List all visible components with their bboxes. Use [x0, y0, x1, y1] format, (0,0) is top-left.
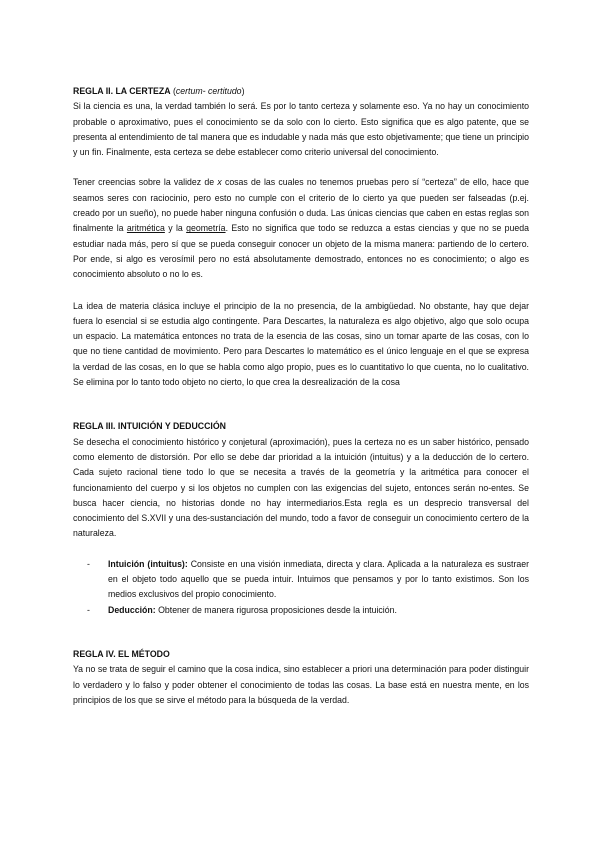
regla-2-p2-conj: y la — [164, 223, 187, 234]
regla-2-paren-open: ( — [170, 86, 176, 96]
regla-2-p2-end: . Esto no significa que todo se reduzca a estas ciencias y que no se pueda estudiar nada más, pero sí que se pueda conseguir conocer un objeto de la misma manera: partiendo de lo certero. Por ende, si algo es verosímil pero no está absolutamente demostrado, entonces no es conocimiento; o algo es conocimiento absoluto o no lo es. — [73, 223, 530, 280]
bullet-term: Deducción: — [108, 604, 156, 615]
bullet-dash: - — [87, 558, 90, 569]
regla-2-title-latin: certum- certitudo — [175, 86, 242, 96]
regla-2-paragraph-2 — [73, 175, 529, 282]
regla-2-paragraph-1: Si la ciencia es una, la verdad también lo será. Es por lo tanto certeza y solamente eso. Ya no hay un conocimiento probable o aproximativo, pues el conocimiento se da solo con lo cierto. Esto significa que es algo patente, que se presenta al entendimiento de tal manera que es indudable y nada más que esto objetivamente; que tiene un principio y un fin. Finalmente, esta certeza se debe establecer como criterio universal del conocimiento. — [73, 101, 529, 158]
bullet-text: Obtener de manera rigurosa proposiciones desde la intuición. — [155, 604, 397, 615]
geometria-link[interactable]: geometría — [186, 223, 226, 234]
spacer — [73, 618, 529, 647]
regla-4-paragraph-1: Ya no se trata de seguir el camino que la cosa indica, sino establecer a priori una determinación para poder distinguir lo verdadero y lo falso y poder obtener el conocimiento de todas las cosas. La base está en nuestra mente, en los principios de los que se sirve el método para la búsqueda de la verdad. — [73, 664, 529, 705]
aritmetica-link[interactable]: aritmética — [126, 223, 165, 234]
regla-2-p2-middle: cosas de las cuales no tenemos pruebas pero sí “certeza” de ello, hace que seamos seres con raciocinio, pero esto no cumple con el criterio de lo cierto ya que pueden ser falseadas (p.ej. creado por un sueño), no puede haber ninguna confusión o duda. Las únicas ciencias que caben en estas reglas son finalmente la — [73, 177, 530, 234]
regla-3-heading: REGLA III. INTUICIÓN Y DEDUCCIÓN — [73, 421, 226, 432]
regla-4-heading: REGLA IV. EL MÉTODO — [73, 648, 170, 659]
regla-3-bullet-list — [73, 557, 529, 618]
spacer — [73, 390, 529, 419]
spacer — [73, 283, 529, 299]
regla-2-p2-start: Tener creencias sobre la validez de — [73, 177, 218, 188]
regla-2-p2-variable: x — [217, 177, 222, 188]
regla-2-title: REGLA II. LA CERTEZA — [73, 86, 171, 96]
bullet-dash: - — [87, 604, 90, 615]
regla-2-paragraph-3: La idea de materia clásica incluye el principio de la no presencia, de la ambigüedad. No obstante, hay que dejar fuera lo esencial si se estudia algo contingente. Para Descartes, la naturaleza es algo objetivo, algo que solo ocupa un espacio. La matemática entonces no trata de la esencia de las cosas, sino un tomar aparte de las cosas, con lo que no tiene cantidad de movimiento. Pero para Descartes lo matemático es el único lenguaje en el que se expresa la verdad de las cosas, en lo que se habla como algo propio, pues es lo cuantitativo lo que cuenta, no lo cualitativo. Se elimina por lo tanto todo objeto no cierto, lo que crea la desrealización de la cosa — [73, 300, 529, 388]
bullet-text: Consiste en una visión inmediata, directa y clara. Aplicada a la naturaleza es sustraer en el objeto todo aquello que se pueda intuir. Intuimos que pensamos y por lo tanto existimos. Son los medios exclusivos del propio conocimiento. — [108, 558, 530, 600]
spacer — [73, 160, 529, 175]
bullet-term: Intuición (intuitus): — [108, 558, 188, 569]
document-page — [73, 84, 529, 708]
regla-2-heading — [73, 84, 529, 99]
spacer — [73, 542, 529, 557]
regla-3-paragraph-1: Se desecha el conocimiento histórico y conjetural (aproximación), pues la certeza no es un saber histórico, pensado como elemento de distorsión. Por ello se debe dar prioridad a la intuición (intuitus) y a la deducción de lo certero. Cada sujeto racional tiene todo lo que se necesita a través de la geometría y la aritmética para conocer el funcionamiento del cuerpo y si los objetos no cumplen con las exigencias del sujeto, entonces serán no-entes. Se busca hacer ciencia, no historias donde no hay intermediarios.Esta regla es un desprecio transversal del conocimiento del S.XVII y una des-sustanciación del mundo, todo a favor de conseguir un conocimiento certero de la naturaleza. — [73, 436, 529, 539]
regla-2-paren-close: ) — [241, 86, 245, 96]
bullet-intuicion — [73, 557, 529, 603]
bullet-deduccion — [73, 603, 529, 618]
